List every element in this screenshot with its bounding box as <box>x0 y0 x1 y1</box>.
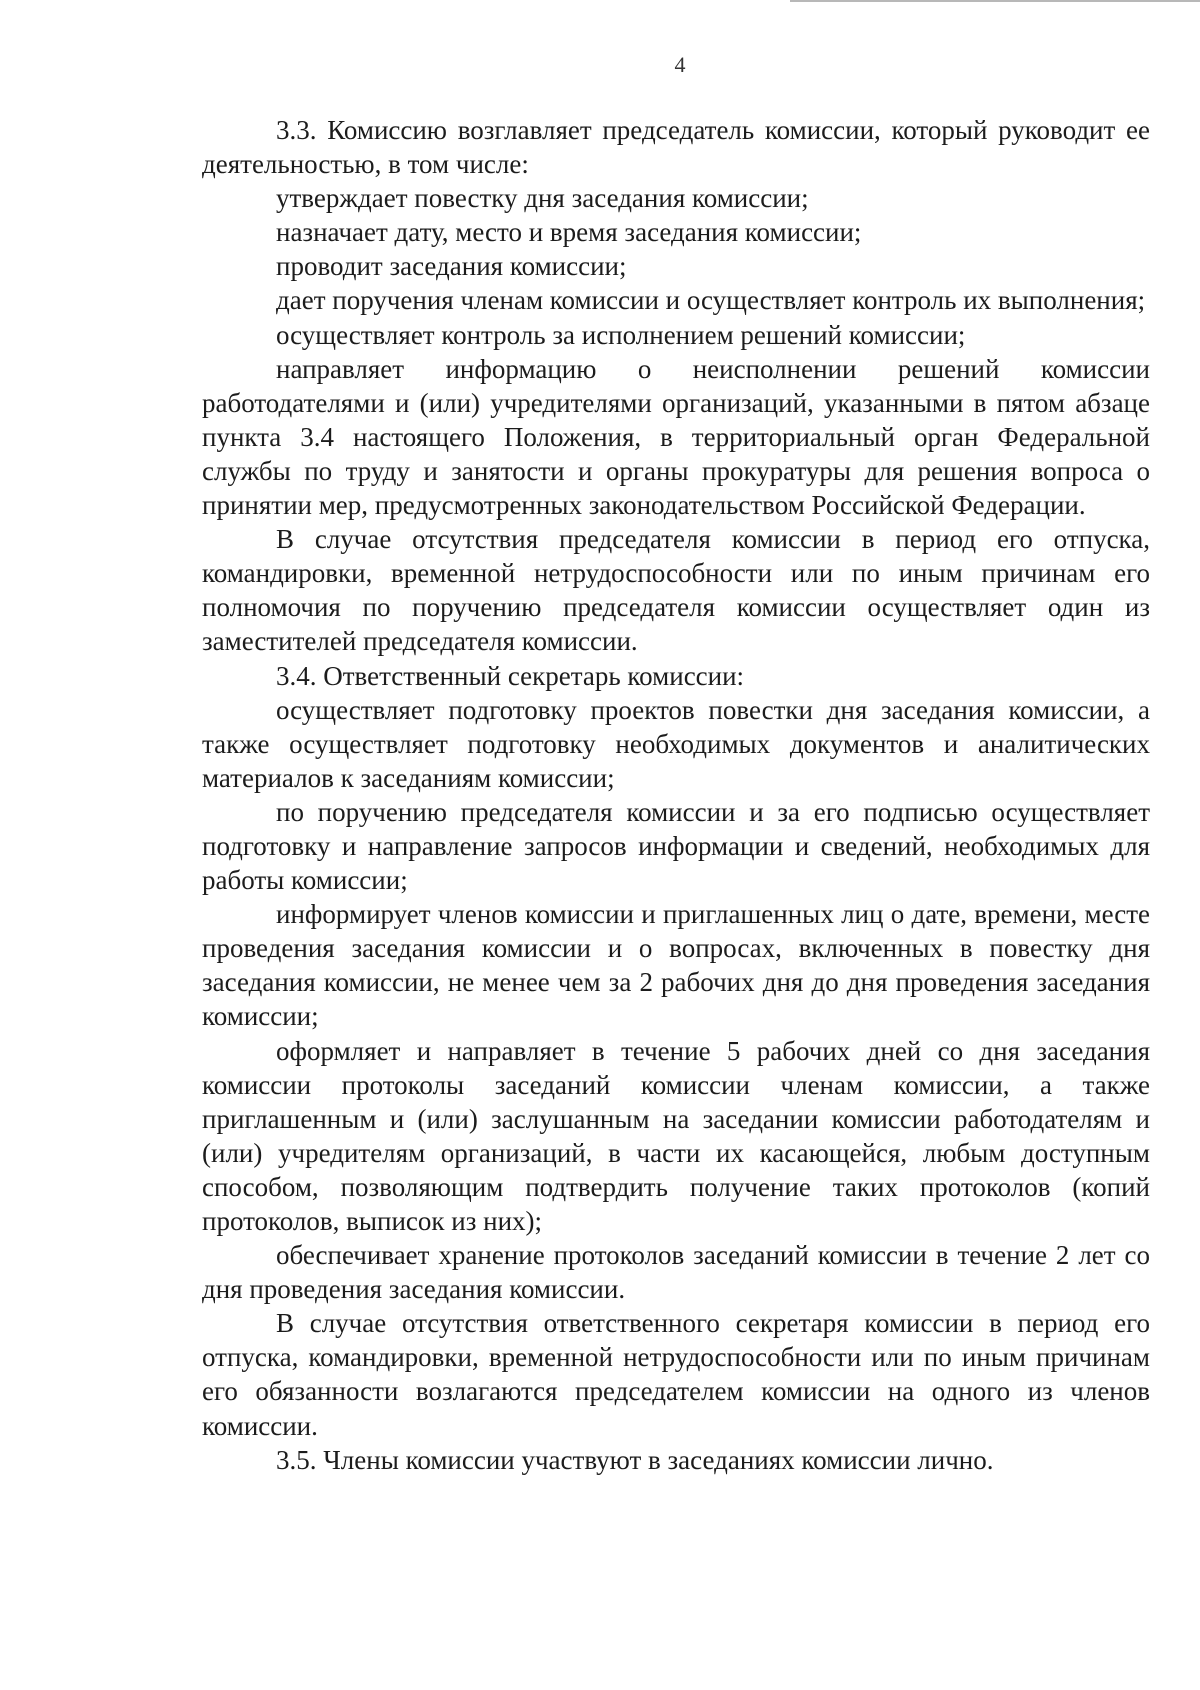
list-item: осуществляет контроль за исполнением решений комиссии; <box>276 319 966 350</box>
list-item: информирует членов комиссии и приглашенных лиц о дате, времени, месте проведения заседания комиссии и о вопросах, включенных в повестку дня заседания комиссии, не менее чем за 2 рабочих дня до дня проведения заседания комиссии; <box>202 899 1150 1032</box>
list-item: осуществляет подготовку проектов повестки дня заседания комиссии, а также осуществляет подготовку необходимых документов и аналитических материалов к заседаниям комиссии; <box>202 694 1150 793</box>
document-body <box>202 113 1150 1477</box>
list-item: по поручению председателя комиссии и за его подписью осуществляет подготовку и направление запросов информации и сведений, необходимых для работы комиссии; <box>202 796 1150 896</box>
list-item: утверждает повестку дня заседания комиссии; <box>276 183 809 214</box>
list-item: дает поручения членам комиссии и осуществляет контроль их выполнения; <box>276 285 1146 316</box>
list-item: проводит заседания комиссии; <box>276 251 627 282</box>
paragraph: В случае отсутствия ответственного секретаря комиссии в период его отпуска, командировки, временной нетрудоспособности или по иным причинам его обязанности возлагаются председателем комиссии на одного из членов комиссии. <box>202 1308 1150 1441</box>
paragraph-3-4: 3.4. Ответственный секретарь комиссии: <box>276 660 745 691</box>
top-edge-rule <box>790 0 1200 2</box>
list-item: направляет информацию о неисполнении решений комиссии работодателями и (или) учредителями организаций, указанными в пятом абзаце пункта 3.4 настоящего Положения, в территориальный орган Федеральной службы по труду и занятости и органы прокуратуры для решения вопроса о принятии мер, предусмотренных законодательством Российской Федерации. <box>202 353 1150 521</box>
list-item: назначает дату, место и время заседания комиссии; <box>276 217 862 248</box>
paragraph-3-3: 3.3. Комиссию возглавляет председатель комиссии, который руководит ее деятельностью, в том числе: <box>202 115 1150 180</box>
paragraph-3-5: 3.5. Члены комиссии участвуют в заседаниях комиссии лично. <box>276 1444 994 1475</box>
list-item: обеспечивает хранение протоколов заседаний комиссии в течение 2 лет со дня проведения заседания комиссии. <box>202 1240 1150 1305</box>
paragraph: В случае отсутствия председателя комиссии в период его отпуска, командировки, временной нетрудоспособности или по иным причинам его полномочия по поручению председателя комиссии осуществляет один из заместителей председателя комиссии. <box>202 524 1150 657</box>
list-item: оформляет и направляет в течение 5 рабочих дней со дня заседания комиссии протоколы заседаний комиссии членам комиссии, а также приглашенным и (или) заслушанным на заседании комиссии работодателям и (или) учредителям организаций, в части их касающейся, любым доступным способом, позволяющим подтвердить получение таких протоколов (копий протоколов, выписок из них); <box>202 1035 1150 1236</box>
page-number: 4 <box>674 52 686 77</box>
